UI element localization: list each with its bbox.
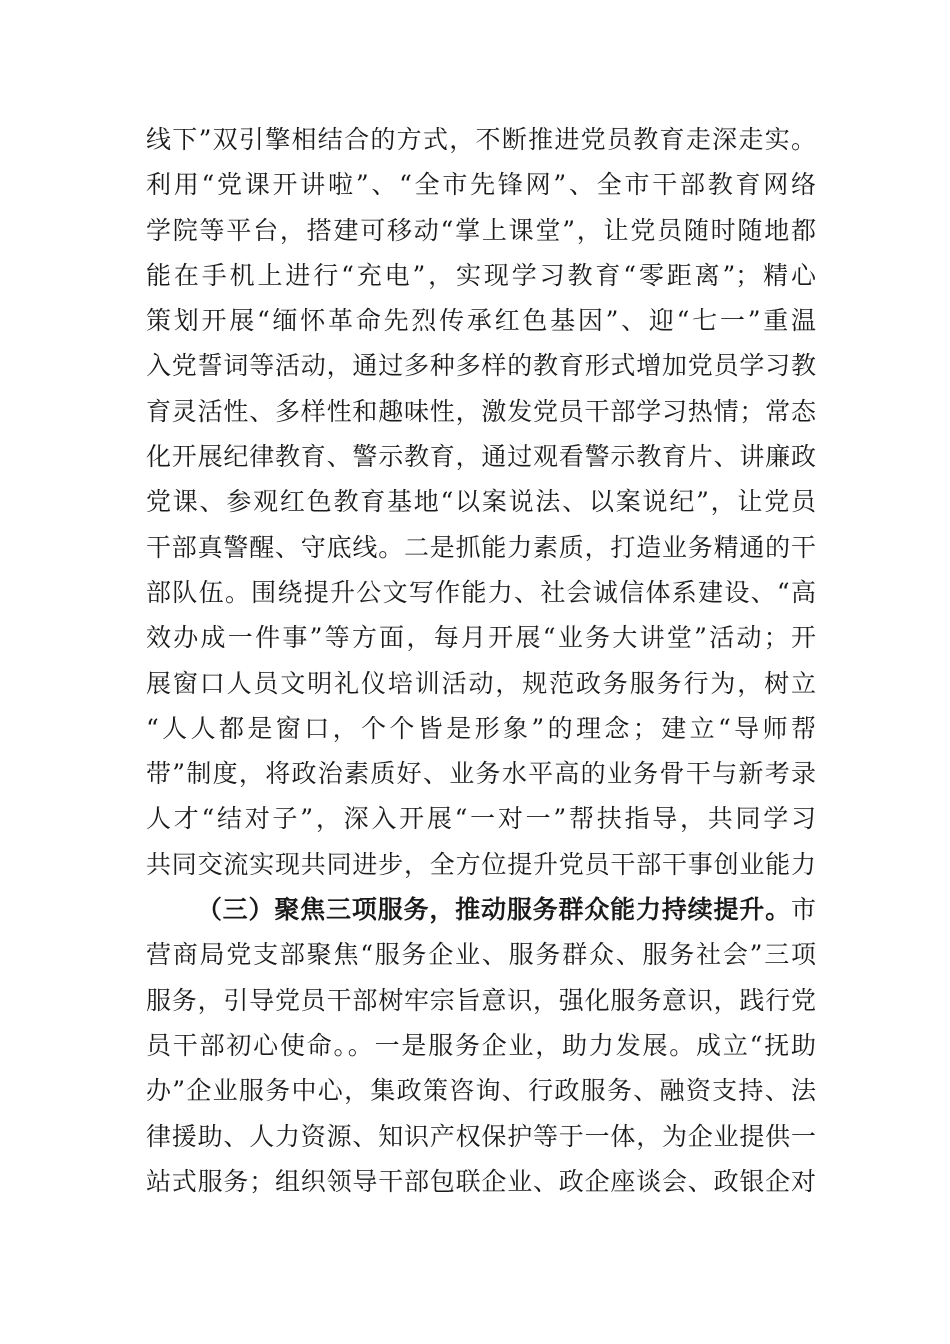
text-line: 效办成一件事”等方面，每月开展“业务大讲堂”活动；开 xyxy=(146,623,816,653)
text-line: 干部真警醒、守底线。二是抓能力素质，打造业务精通的干 xyxy=(146,532,816,562)
text-line: 展窗口人员文明礼仪培训活动，规范政务服务行为，树立 xyxy=(146,668,816,698)
text-line: 律援助、人力资源、知识产权保护等于一体，为企业提供一 xyxy=(146,1121,816,1151)
text-line: 能在手机上进行“充电”，实现学习教育“零距离”；精心 xyxy=(146,260,816,290)
text-line: 站式服务；组织领导干部包联企业、政企座谈会、政银企对 xyxy=(146,1166,816,1196)
text-line: 化开展纪律教育、警示教育，通过观看警示教育片、讲廉政 xyxy=(146,442,816,472)
text-line: 服务，引导党员干部树牢宗旨意识，强化服务意识，践行党 xyxy=(146,985,816,1015)
text-line: 共同交流实现共同进步，全方位提升党员干部干事创业能力 xyxy=(146,849,816,879)
text-line: 线下”双引擎相结合的方式，不断推进党员教育走深走实。 xyxy=(146,125,816,154)
heading-line-tail: 市 xyxy=(790,895,816,925)
text-line: 带”制度，将政治素质好、业务水平高的业务骨干与新考录 xyxy=(146,759,816,789)
text-line: 策划开展“缅怀革命先烈传承红色基因”、迎“七一”重温 xyxy=(146,306,816,336)
text-line: 人才“结对子”，深入开展“一对一”帮扶指导，共同学习 xyxy=(146,804,816,834)
text-line: 入党誓词等活动，通过多种多样的教育形式增加党员学习教 xyxy=(146,351,816,381)
text-line: 办”企业服务中心，集政策咨询、行政服务、融资支持、法 xyxy=(146,1076,816,1106)
text-line: 党课、参观红色教育基地“以案说法、以案说纪”，让党员 xyxy=(146,487,816,517)
text-line: 营商局党支部聚焦“服务企业、服务群众、服务社会”三项 xyxy=(146,940,816,970)
text-line: 员干部初心使命。。一是服务企业，助力发展。成立“抚助 xyxy=(146,1030,816,1060)
text-line: “人人都是窗口，个个皆是形象”的理念；建立“导师帮 xyxy=(146,713,816,743)
section-heading-line xyxy=(146,887,816,932)
text-line: 育灵活性、多样性和趣味性，激发党员干部学习热情；常态 xyxy=(146,396,816,426)
body-text xyxy=(146,117,816,1204)
section-heading: （三）聚焦三项服务，推动服务群众能力持续提升。 xyxy=(196,895,791,925)
text-line: 利用“党课开讲啦”、“全市先锋网”、全市干部教育网络 xyxy=(146,170,816,200)
text-line: 部队伍。围绕提升公文写作能力、社会诚信体系建设、“高 xyxy=(146,577,816,607)
text-line: 学院等平台，搭建可移动“掌上课堂”，让党员随时随地都 xyxy=(146,215,816,245)
